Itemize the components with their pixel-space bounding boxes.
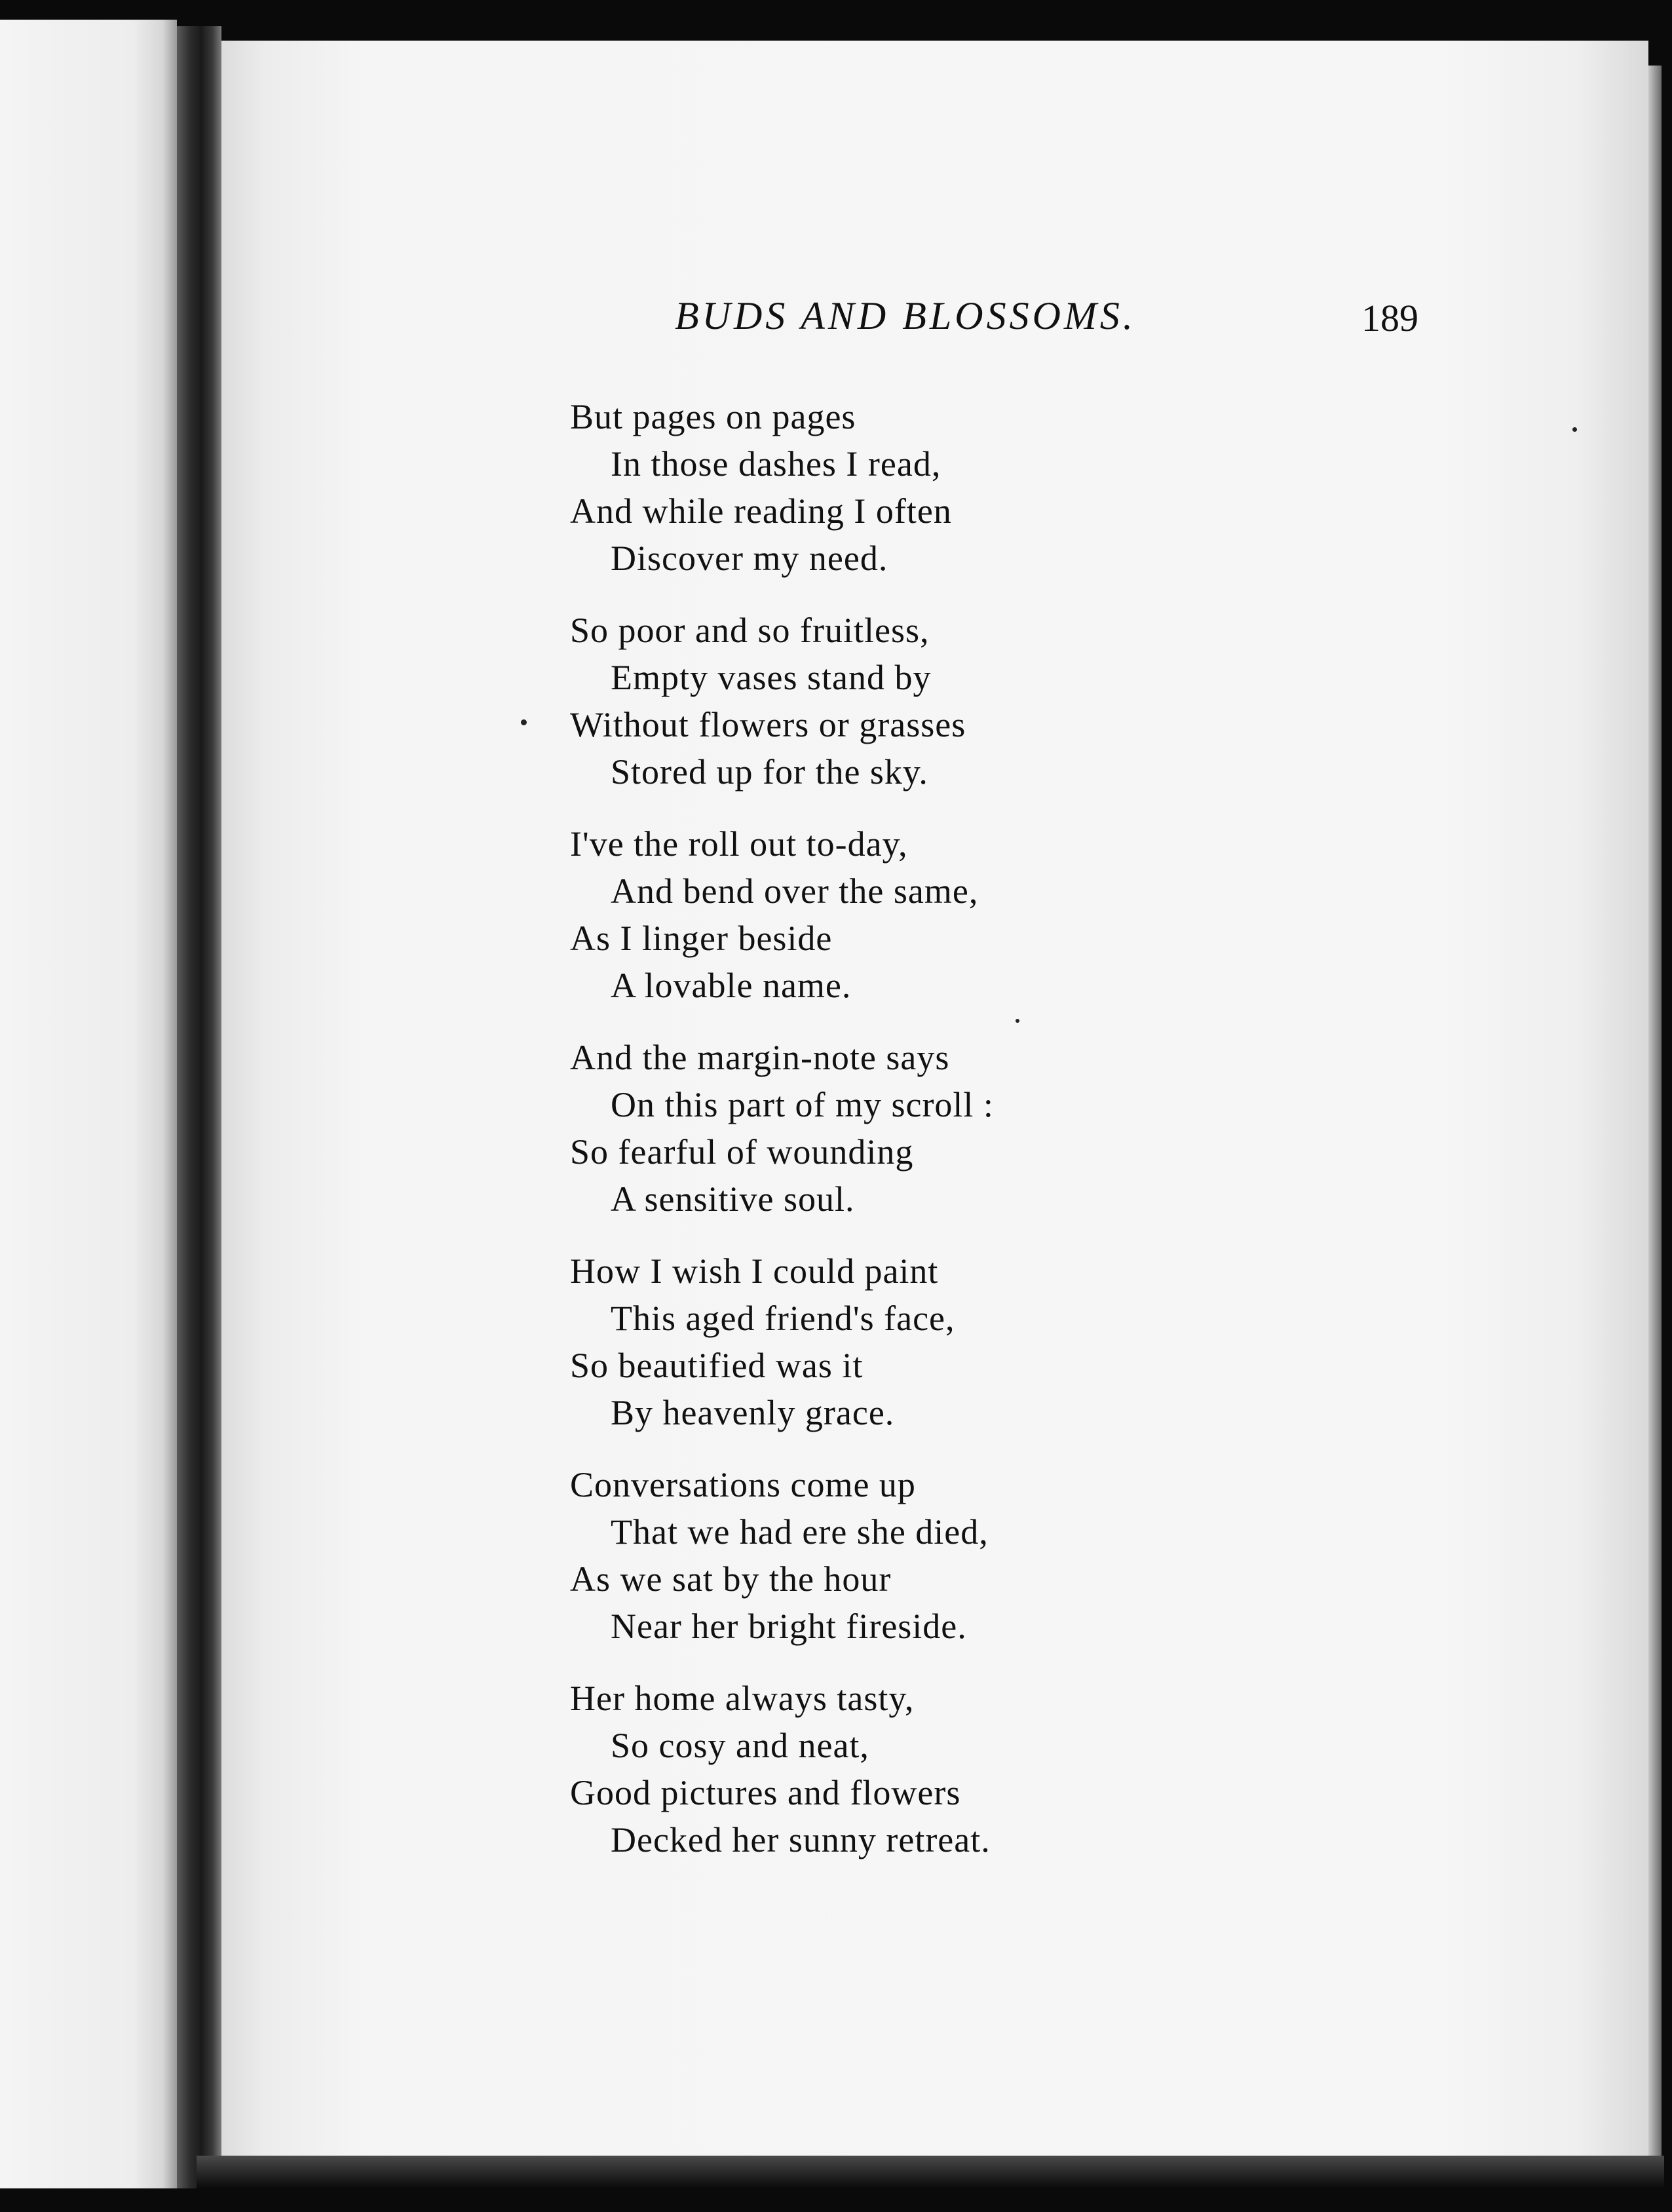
poem-line: I've the roll out to-day, (570, 824, 908, 864)
poem-line: In those dashes I read, (611, 444, 941, 484)
poem-line: Her home always tasty, (570, 1679, 915, 1718)
poem-line: Good pictures and flowers (570, 1773, 961, 1812)
poem-line: This aged friend's face, (611, 1299, 955, 1338)
poem-line: Near her bright fireside. (611, 1607, 967, 1646)
poem (570, 393, 994, 1888)
running-head: BUDS AND BLOSSOMS. (675, 294, 1136, 337)
poem-line: As I linger beside (570, 919, 833, 958)
poem-line: And while reading I often (570, 491, 952, 531)
poem-line: So beautified was it (570, 1346, 864, 1385)
stanza (570, 607, 994, 795)
poem-line: Stored up for the sky. (611, 752, 928, 791)
stanza (570, 820, 994, 1009)
stanza (570, 1248, 994, 1436)
poem-line: How I wish I could paint (570, 1251, 939, 1291)
book-gutter (177, 26, 221, 2188)
scan-speck (1016, 1019, 1019, 1023)
facing-page-edge (0, 20, 177, 2188)
bottom-shadow (197, 2156, 1664, 2188)
poem-line: Empty vases stand by (611, 658, 932, 697)
poem-line: By heavenly grace. (611, 1393, 895, 1432)
poem-line: Discover my need. (611, 539, 888, 578)
poem-line: And the margin-note says (570, 1038, 950, 1077)
poem-line: But pages on pages (570, 397, 856, 436)
poem-line: And bend over the same, (611, 871, 979, 911)
poem-line: That we had ere she died, (611, 1512, 989, 1552)
page-number: 189 (1361, 297, 1418, 339)
poem-line: So cosy and neat, (611, 1726, 869, 1765)
poem-line: Decked her sunny retreat. (611, 1820, 991, 1859)
poem-line: So fearful of wounding (570, 1132, 914, 1172)
poem-line: So poor and so fruitless, (570, 611, 930, 650)
scan-speck (1572, 427, 1577, 432)
poem-line: On this part of my scroll : (611, 1085, 994, 1124)
poem-line: Without flowers or grasses (570, 705, 966, 744)
stanza (570, 1461, 994, 1650)
page-edge-shadow (1648, 66, 1662, 2162)
poem-line: A lovable name. (611, 966, 852, 1005)
stanza (570, 393, 994, 582)
poem-line: Conversations come up (570, 1465, 916, 1504)
stanza (570, 1675, 994, 1863)
scan-speck (521, 719, 527, 725)
poem-line: As we sat by the hour (570, 1559, 892, 1599)
poem-line: A sensitive soul. (611, 1179, 855, 1219)
stanza (570, 1034, 994, 1223)
